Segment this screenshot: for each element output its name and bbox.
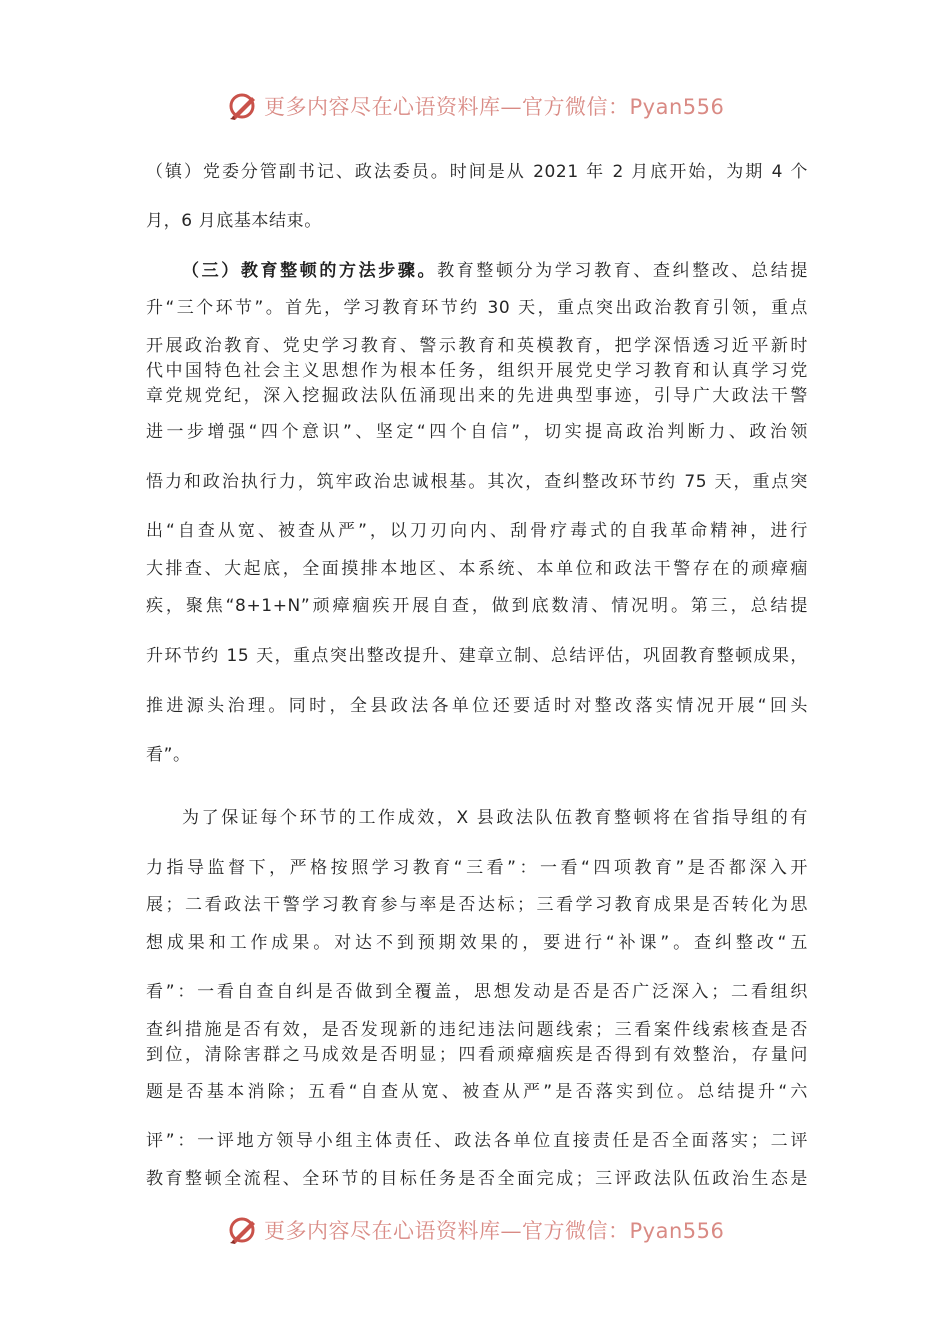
text-line: 题是否基本消除；五看“自查从宽、被查从严”是否落实到位。总结提升“六 — [146, 1082, 808, 1102]
text-line: 章党规党纪，深入挖掘政法队伍涌现出来的先进典型事迹，引导广大政法干警 — [146, 386, 808, 406]
watermark-banner-bottom — [226, 1210, 746, 1250]
text-line: 想成果和工作成果。对达不到预期效果的，要进行“补课”。查纠整改“五 — [146, 933, 808, 953]
text-line: 评”：一评地方领导小组主体责任、政法各单位直接责任是否全面落实；二评 — [146, 1131, 808, 1151]
watermark-text: 更多内容尽在心语资料库—官方微信：Pyan556 — [264, 95, 725, 119]
text-line: 进一步增强“四个意识”、坚定“四个自信”，切实提高政治判断力、政治领 — [146, 422, 808, 442]
pen-logo-icon — [226, 89, 260, 123]
watermark-banner-top — [226, 86, 746, 126]
text-line: 看”。 — [146, 745, 191, 765]
text-line: 代中国特色社会主义思想作为根本任务，组织开展党史学习教育和认真学习党 — [146, 361, 808, 381]
text-line: 月，6 月底基本结束。 — [146, 211, 322, 231]
text-line: 出“自查从宽、被查从严”，以刀刃向内、刮骨疗毒式的自我革命精神，进行 — [146, 521, 808, 541]
text-line: 悟力和政治执行力，筑牢政治忠诚根基。其次，查纠整改环节约 75 天，重点突 — [146, 472, 808, 492]
text-line: （镇）党委分管副书记、政法委员。时间是从 2021 年 2 月底开始，为期 4 个 — [146, 162, 808, 182]
text-line: 开展政治教育、党史学习教育、警示教育和英模教育，把学深悟透习近平新时 — [146, 336, 808, 356]
text-line: 看”：一看自查自纠是否做到全覆盖，思想发动是否是否广泛深入；二看组织 — [146, 982, 808, 1002]
text-line: 大排查、大起底，全面摸排本地区、本系统、本单位和政法干警存在的顽瘴痼 — [146, 559, 808, 579]
text-line: 展；二看政法干警学习教育参与率是否达标；三看学习教育成果是否转化为思 — [146, 895, 808, 915]
text-line: 升环节约 15 天，重点突出整改提升、建章立制、总结评估，巩固教育整顿成果， — [146, 646, 808, 666]
text-line: 教育整顿全流程、全环节的目标任务是否全面完成；三评政法队伍政治生态是 — [146, 1169, 808, 1189]
text-line: 为了保证每个环节的工作成效，X 县政法队伍教育整顿将在省指导组的有 — [182, 808, 808, 828]
pen-logo-icon — [226, 1213, 260, 1247]
text-line: 疾，聚焦“8+1+N”顽瘴痼疾开展自查，做到底数清、情况明。第三，总结提 — [146, 596, 808, 616]
text-line: 力指导监督下，严格按照学习教育“三看”：一看“四项教育”是否都深入开 — [146, 858, 808, 878]
section-heading: （三）教育整顿的方法步骤。 — [182, 261, 438, 281]
watermark-text: 更多内容尽在心语资料库—官方微信：Pyan556 — [264, 1219, 725, 1243]
text-span: 教育整顿分为学习教育、查纠整改、总结提 — [437, 261, 808, 281]
text-line: 推进源头治理。同时，全县政法各单位还要适时对整改落实情况开展“回头 — [146, 696, 808, 716]
text-line: 查纠措施是否有效，是否发现新的违纪违法问题线索；三看案件线索核查是否 — [146, 1020, 808, 1040]
text-line: 到位，清除害群之马成效是否明显；四看顽瘴痼疾是否得到有效整治，存量问 — [146, 1045, 808, 1065]
section-heading-line — [182, 259, 808, 283]
text-line: 升“三个环节”。首先，学习教育环节约 30 天，重点突出政治教育引领，重点 — [146, 298, 808, 318]
